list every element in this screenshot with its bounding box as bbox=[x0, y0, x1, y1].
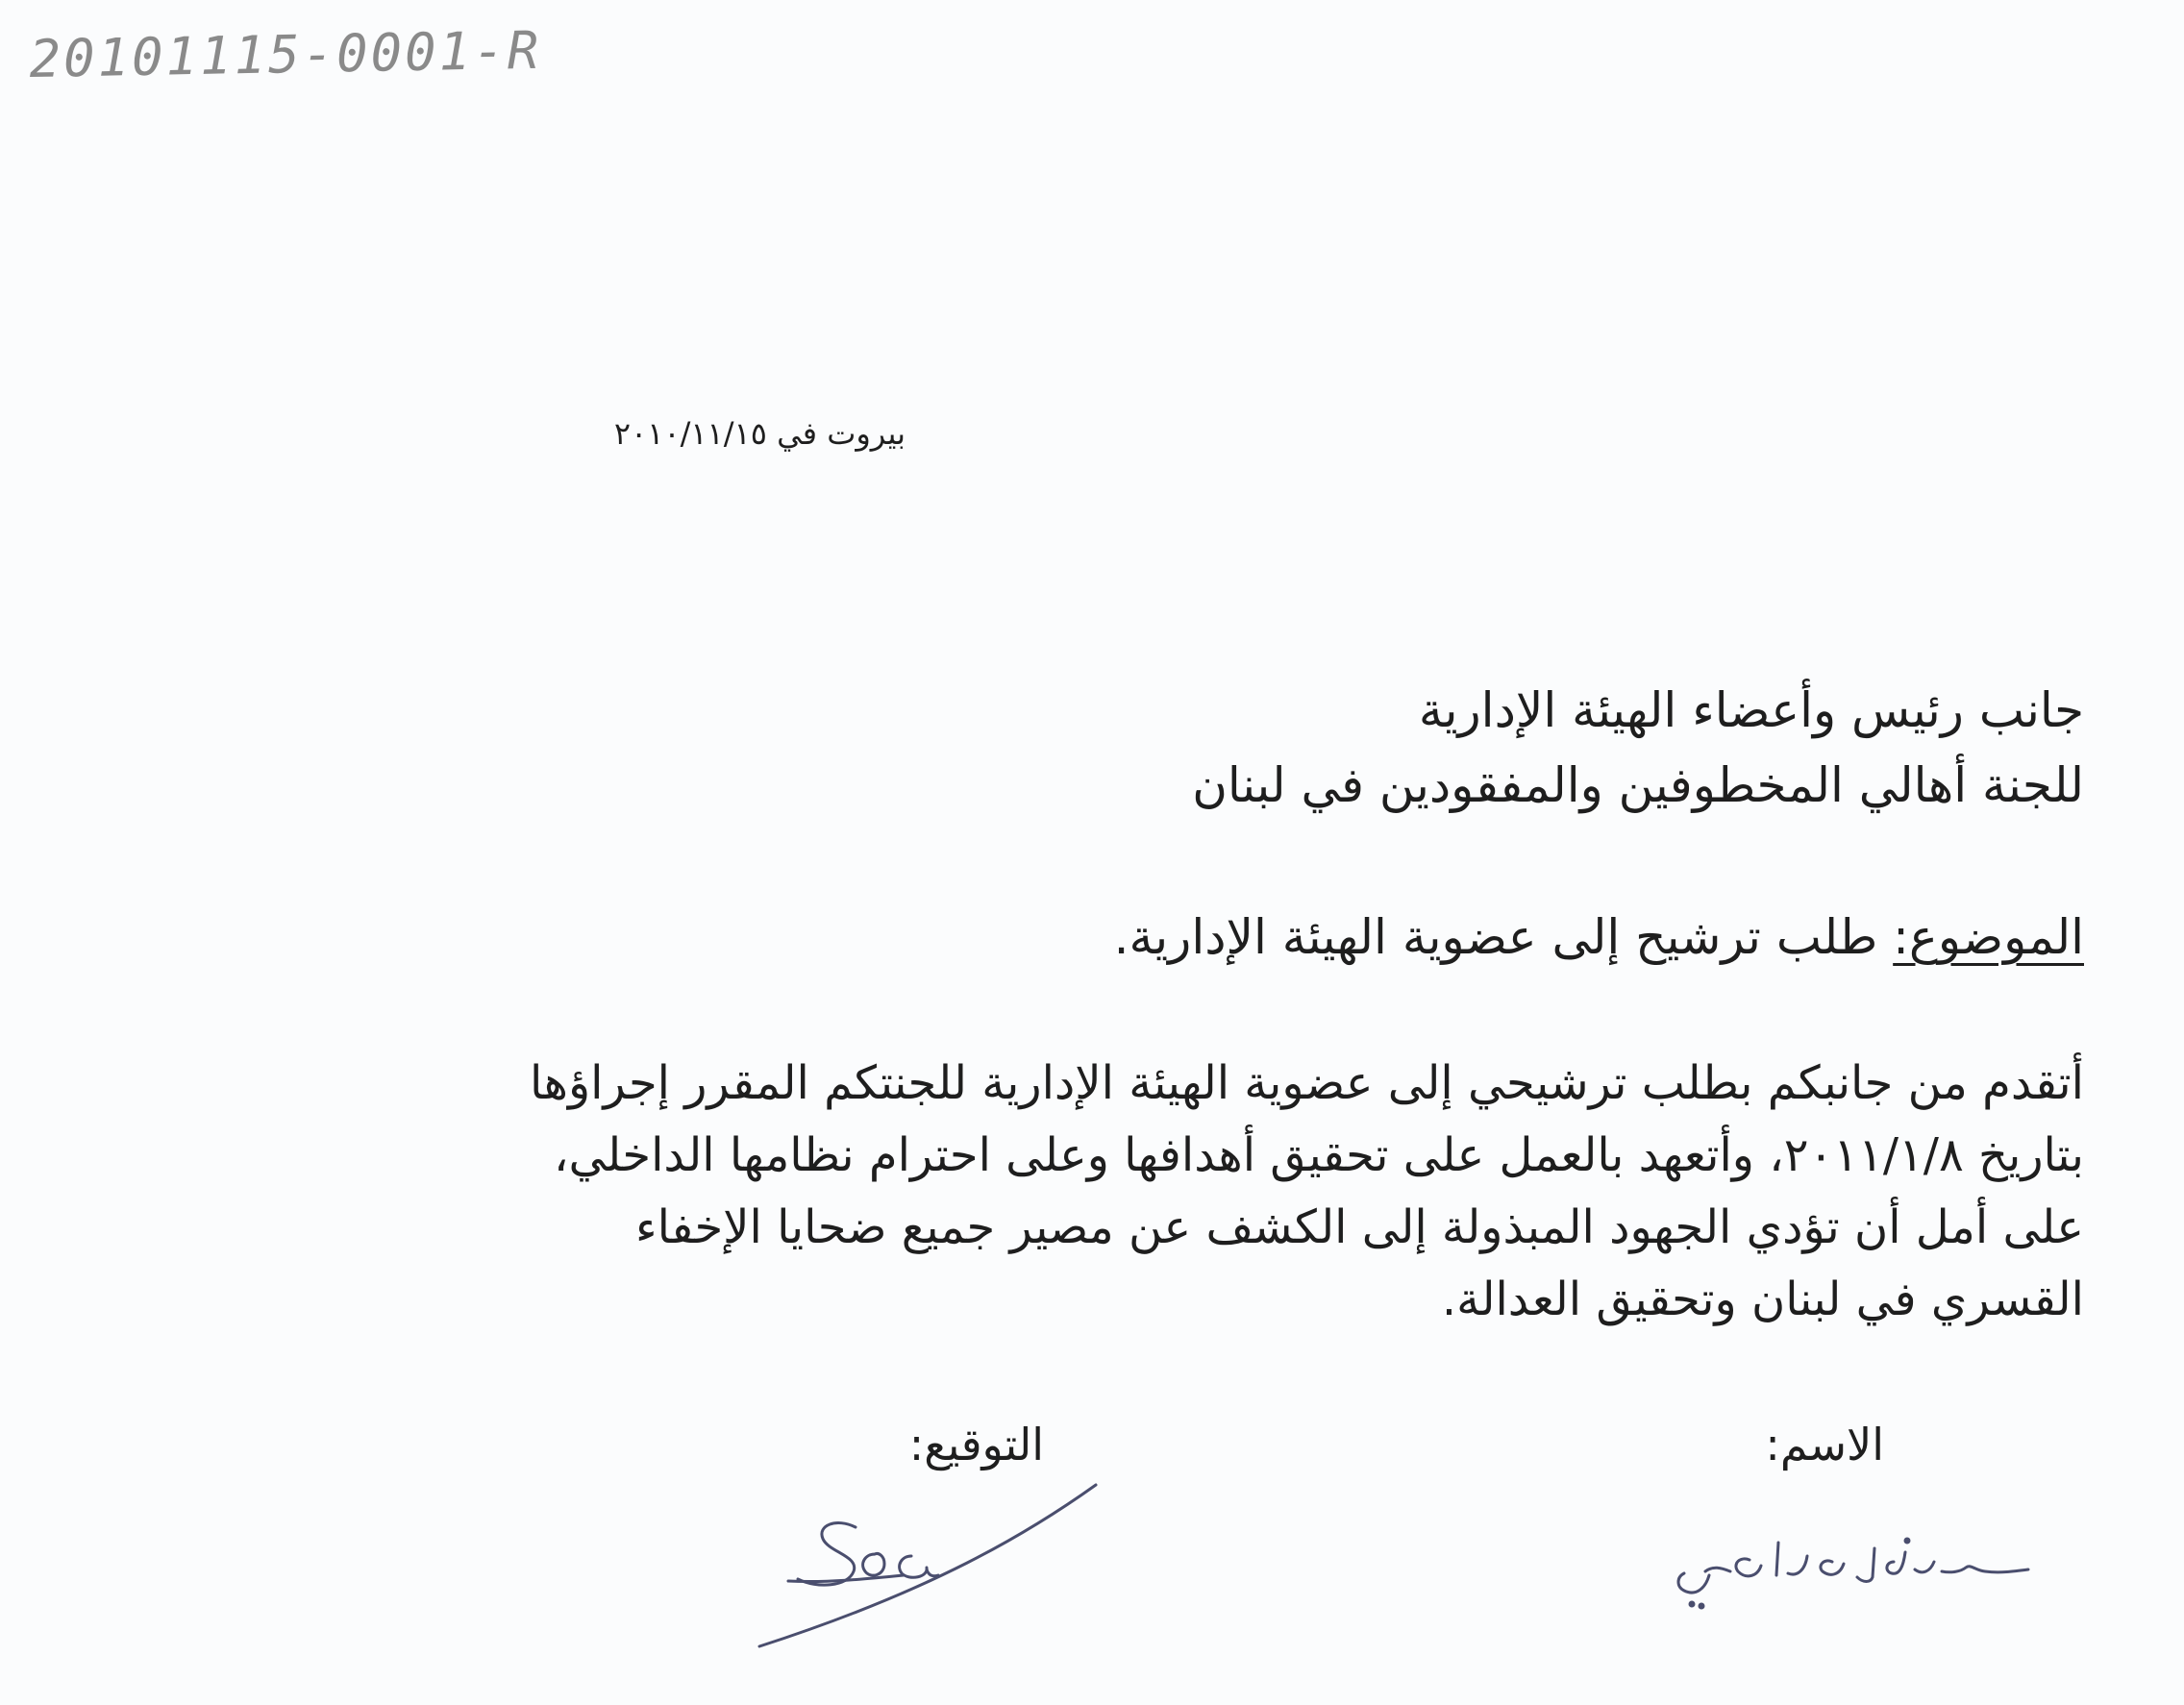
recipient-line-2: للجنة أهالي المخطوفين والمفقودين في لبنان bbox=[1192, 757, 2084, 813]
body-line-2: بتاريخ ٢٠١١/١/٨، وأتعهد بالعمل على تحقيق أهدافها وعلى احترام نظامها الداخلي، bbox=[554, 1128, 2084, 1182]
signature-drawing bbox=[740, 1475, 1105, 1658]
handwritten-name bbox=[1634, 1514, 2038, 1619]
date-line: بيروت في ٢٠١٠/١١/١٥ bbox=[613, 415, 906, 452]
recipient-block bbox=[1192, 673, 2084, 823]
subject-label: الموضوع: bbox=[1893, 909, 2084, 965]
signature-label: التوقيع: bbox=[908, 1419, 1044, 1470]
letter-body bbox=[363, 1048, 2084, 1336]
body-line-3: على أمل أن تؤدي الجهود المبذولة إلى الكشف عن مصير جميع ضحايا الإخفاء bbox=[635, 1200, 2084, 1254]
name-label: الاسم: bbox=[1765, 1419, 1884, 1470]
recipient-line-1: جانب رئيس وأعضاء الهيئة الإدارية bbox=[1418, 682, 2084, 738]
body-line-1: أتقدم من جانبكم بطلب ترشيحي إلى عضوية الهيئة الإدارية للجنتكم المقرر إجراؤها bbox=[530, 1056, 2084, 1110]
subject-line bbox=[1114, 903, 2084, 971]
body-line-4: القسري في لبنان وتحقيق العدالة. bbox=[1441, 1273, 2084, 1326]
subject-text: طلب ترشيح إلى عضوية الهيئة الإدارية. bbox=[1113, 909, 1894, 965]
reference-stamp: 20101115-0001-R bbox=[29, 19, 542, 89]
